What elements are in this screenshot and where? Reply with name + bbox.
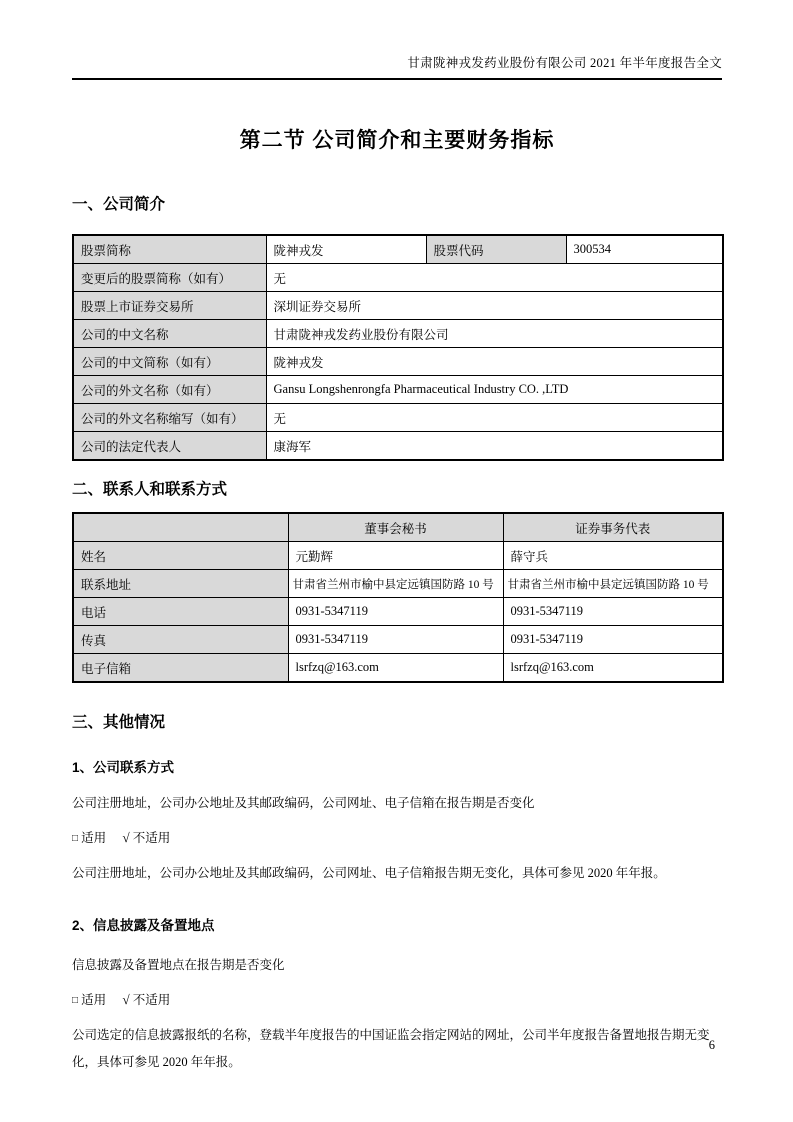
table-cell-label: 姓名 xyxy=(73,542,288,570)
contacts-table xyxy=(72,512,724,683)
table-cell-value: lsrfzq@163.com xyxy=(288,654,503,683)
answer-text: 公司注册地址，公司办公地址及其邮政编码，公司网址、电子信箱报告期无变化，具体可参见 2020 年年报。 xyxy=(72,866,666,880)
question-text: 信息披露及备置地点在报告期是否变化 xyxy=(72,958,285,972)
table-cell-value: 0931-5347119 xyxy=(288,626,503,654)
table-cell-value: 康海军 xyxy=(266,432,723,461)
table-cell-value: 元勤辉 xyxy=(288,542,503,570)
table-cell-value: 0931-5347119 xyxy=(288,598,503,626)
table-cell-label: 电子信箱 xyxy=(73,654,288,683)
table-cell-label: 股票代码 xyxy=(426,235,566,264)
table-row xyxy=(73,348,723,376)
table-cell-label: 公司的外文名称缩写（如有） xyxy=(73,404,266,432)
report-header xyxy=(72,0,722,80)
question-text: 公司注册地址，公司办公地址及其邮政编码，公司网址、电子信箱在报告期是否变化 xyxy=(72,796,535,810)
table-row xyxy=(73,626,723,654)
subsection-heading-disclosure: 2、信息披露及备置地点 xyxy=(72,918,215,933)
table-header-row xyxy=(73,513,723,542)
table-row xyxy=(73,320,723,348)
page-number: 6 xyxy=(708,1038,715,1052)
applicable-label: 适用 xyxy=(81,993,107,1007)
table-cell-label: 公司的中文名称 xyxy=(73,320,266,348)
table-cell-label: 变更后的股票简称（如有） xyxy=(73,264,266,292)
answer-text: 公司选定的信息披露报纸的名称，登载半年度报告的中国证监会指定网站的网址，公司半年度报告备置地报告期无变化，具体可参见 2020 年年报。 xyxy=(72,1028,710,1069)
section-heading-other: 三、其他情况 xyxy=(72,714,166,731)
table-cell-value: 300534 xyxy=(566,235,723,264)
unchecked-box-icon: □ xyxy=(72,995,79,1006)
table-cell-label: 公司的中文简称（如有） xyxy=(73,348,266,376)
table-cell-value: 无 xyxy=(266,404,723,432)
table-row xyxy=(73,542,723,570)
table-cell-label: 股票上市证券交易所 xyxy=(73,292,266,320)
section-heading-company-profile: 一、公司简介 xyxy=(72,196,166,213)
table-column-header: 董事会秘书 xyxy=(288,513,503,542)
table-row xyxy=(73,432,723,461)
table-cell-value: 陇神戎发 xyxy=(266,348,723,376)
table-cell-value: 0931-5347119 xyxy=(503,598,723,626)
table-column-header: 证券事务代表 xyxy=(503,513,723,542)
table-cell-value: 陇神戎发 xyxy=(266,235,426,264)
table-cell-value: 深圳证券交易所 xyxy=(266,292,723,320)
table-cell-value: lsrfzq@163.com xyxy=(503,654,723,683)
table-row xyxy=(73,404,723,432)
table-cell-blank xyxy=(73,513,288,542)
not-applicable-label: 不适用 xyxy=(132,993,171,1007)
check-mark-icon: √ xyxy=(122,992,130,1007)
table-row xyxy=(73,376,723,404)
table-cell-value: 薛守兵 xyxy=(503,542,723,570)
table-cell-value: Gansu Longshenrongfa Pharmaceutical Industry CO. ,LTD xyxy=(266,376,723,404)
table-cell-label: 电话 xyxy=(73,598,288,626)
section-heading-contacts: 二、联系人和联系方式 xyxy=(72,481,228,498)
table-row xyxy=(73,264,723,292)
not-applicable-label: 不适用 xyxy=(132,831,171,845)
company-profile-table xyxy=(72,234,724,461)
applicability-line xyxy=(72,986,722,1015)
applicable-label: 适用 xyxy=(81,831,107,845)
table-row xyxy=(73,598,723,626)
table-cell-value: 甘肃陇神戎发药业股份有限公司 xyxy=(266,320,723,348)
table-cell-label: 公司的外文名称（如有） xyxy=(73,376,266,404)
table-cell-value: 甘肃省兰州市榆中县定远镇国防路 10 号 xyxy=(288,570,503,598)
table-cell-value: 无 xyxy=(266,264,723,292)
table-row xyxy=(73,292,723,320)
table-cell-label: 公司的法定代表人 xyxy=(73,432,266,461)
table-cell-value: 0931-5347119 xyxy=(503,626,723,654)
report-header-text: 甘肃陇神戎发药业股份有限公司 2021 年半年度报告全文 xyxy=(407,56,722,70)
applicability-line xyxy=(72,824,722,853)
page-title: 第二节 公司简介和主要财务指标 xyxy=(239,129,555,152)
table-cell-label: 股票简称 xyxy=(73,235,266,264)
check-mark-icon: √ xyxy=(122,830,130,845)
table-cell-label: 传真 xyxy=(73,626,288,654)
table-row xyxy=(73,235,723,264)
subsection-heading-contact-method: 1、公司联系方式 xyxy=(72,760,175,775)
table-row xyxy=(73,654,723,683)
table-cell-value: 甘肃省兰州市榆中县定远镇国防路 10 号 xyxy=(503,570,723,598)
unchecked-box-icon: □ xyxy=(72,833,79,844)
page-content xyxy=(72,0,722,1076)
table-row xyxy=(73,570,723,598)
table-cell-label: 联系地址 xyxy=(73,570,288,598)
